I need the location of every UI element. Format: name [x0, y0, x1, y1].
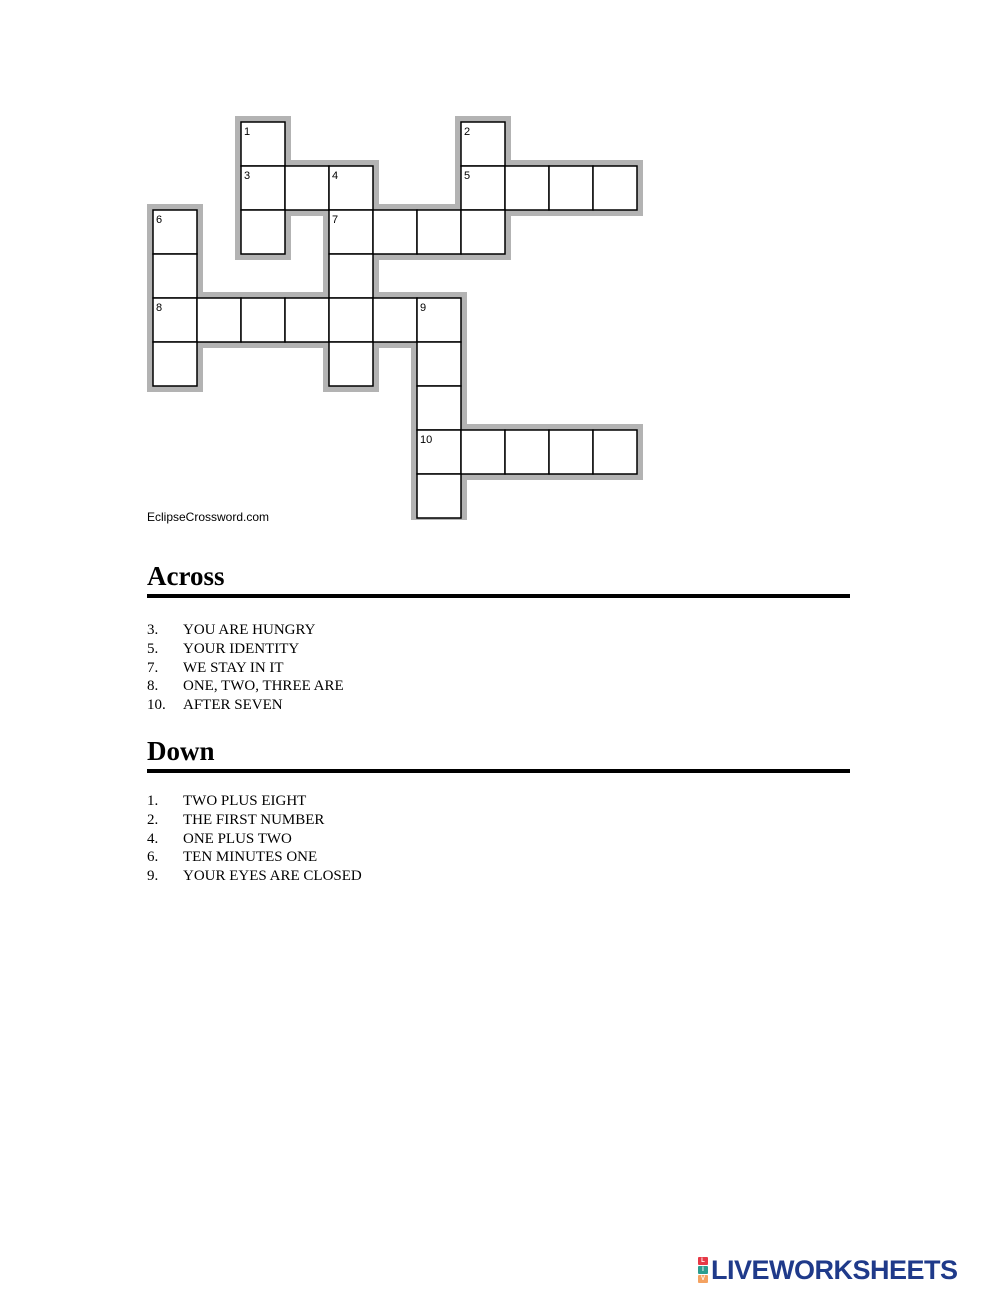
clue-number: 10. [147, 697, 166, 714]
cell-number: 2 [464, 126, 471, 138]
clue-number: 6. [147, 849, 159, 866]
cell-number: 5 [464, 170, 471, 182]
clue-text: WE STAY IN IT [183, 659, 284, 676]
cell-input[interactable] [552, 169, 590, 207]
across-clue [147, 621, 344, 640]
cell-input[interactable] [420, 213, 458, 251]
across-clue [147, 640, 344, 659]
cell-input[interactable] [420, 477, 458, 515]
across-clue [147, 696, 344, 715]
down-clue [147, 811, 362, 830]
cell-input[interactable] [420, 389, 458, 427]
cell-number: 8 [156, 302, 163, 314]
brand-logo-block: V [698, 1275, 708, 1283]
cell-input[interactable] [156, 213, 194, 251]
cell-input[interactable] [376, 301, 414, 339]
cell-input[interactable] [244, 301, 282, 339]
cell-input[interactable] [332, 213, 370, 251]
clue-number: 8. [147, 678, 159, 695]
cell-number: 7 [332, 214, 339, 226]
clue-text: AFTER SEVEN [183, 697, 283, 714]
down-clue [147, 792, 362, 811]
down-clue [147, 848, 362, 867]
clue-text: THE FIRST NUMBER [183, 811, 325, 828]
brand [698, 1256, 958, 1284]
clue-number: 2. [147, 811, 159, 828]
cell-input[interactable] [596, 169, 634, 207]
cell-input[interactable] [200, 301, 238, 339]
cell-input[interactable] [332, 257, 370, 295]
cell-input[interactable] [464, 125, 502, 163]
cell-input[interactable] [464, 169, 502, 207]
clue-number: 3. [147, 622, 159, 638]
cell-input[interactable] [156, 257, 194, 295]
clue-number: 4. [147, 830, 159, 847]
brand-logo-block: I [698, 1266, 708, 1274]
clue-number: 7. [147, 659, 159, 676]
cell-input[interactable] [156, 345, 194, 383]
cell-input[interactable] [332, 301, 370, 339]
cell-input[interactable] [596, 433, 634, 471]
cell-input[interactable] [376, 213, 414, 251]
clue-text: YOUR EYES ARE CLOSED [183, 868, 362, 885]
cell-input[interactable] [156, 301, 194, 339]
clue-text: TWO PLUS EIGHT [183, 793, 307, 809]
cell-input[interactable] [508, 169, 546, 207]
clue-text: YOUR IDENTITY [183, 640, 300, 657]
cell-number: 4 [332, 170, 339, 182]
cell-input[interactable] [332, 169, 370, 207]
down-heading: Down [147, 736, 215, 766]
down-clue-list [147, 792, 362, 886]
cell-input[interactable] [244, 213, 282, 251]
across-clue [147, 659, 344, 678]
cell-input[interactable] [464, 213, 502, 251]
across-rule [147, 594, 850, 598]
brand-text: LIVEWORKSHEETS [711, 1254, 958, 1285]
cell-input[interactable] [244, 169, 282, 207]
down-clue [147, 867, 362, 886]
cell-input[interactable] [288, 301, 326, 339]
cell-input[interactable] [552, 433, 590, 471]
cell-number: 3 [244, 170, 251, 182]
cell-input[interactable] [332, 345, 370, 383]
clue-text: ONE, TWO, THREE ARE [183, 678, 344, 695]
cell-input[interactable] [420, 433, 458, 471]
credit-text: EclipseCrossword.com [147, 510, 270, 524]
brand-logo [698, 1257, 708, 1283]
clue-text: ONE PLUS TWO [183, 830, 292, 847]
clue-text: TEN MINUTES ONE [183, 849, 318, 866]
cell-number: 6 [156, 214, 163, 226]
down-rule [147, 769, 850, 773]
cell-input[interactable] [244, 125, 282, 163]
cell-number: 9 [420, 302, 427, 314]
across-clue [147, 677, 344, 696]
brand-logo-block: L [698, 1257, 708, 1265]
cell-input[interactable] [464, 433, 502, 471]
cell-input[interactable] [420, 345, 458, 383]
across-heading: Across [147, 561, 225, 591]
clue-number: 1. [147, 793, 159, 809]
clue-text: YOU ARE HUNGRY [183, 622, 316, 638]
down-clue [147, 830, 362, 849]
clue-number: 5. [147, 640, 159, 657]
across-clue-list [147, 621, 344, 715]
cell-number: 10 [420, 434, 433, 446]
cell-input[interactable] [420, 301, 458, 339]
cell-number: 1 [244, 126, 251, 138]
cell-input[interactable] [508, 433, 546, 471]
clue-number: 9. [147, 868, 159, 885]
cell-input[interactable] [288, 169, 326, 207]
